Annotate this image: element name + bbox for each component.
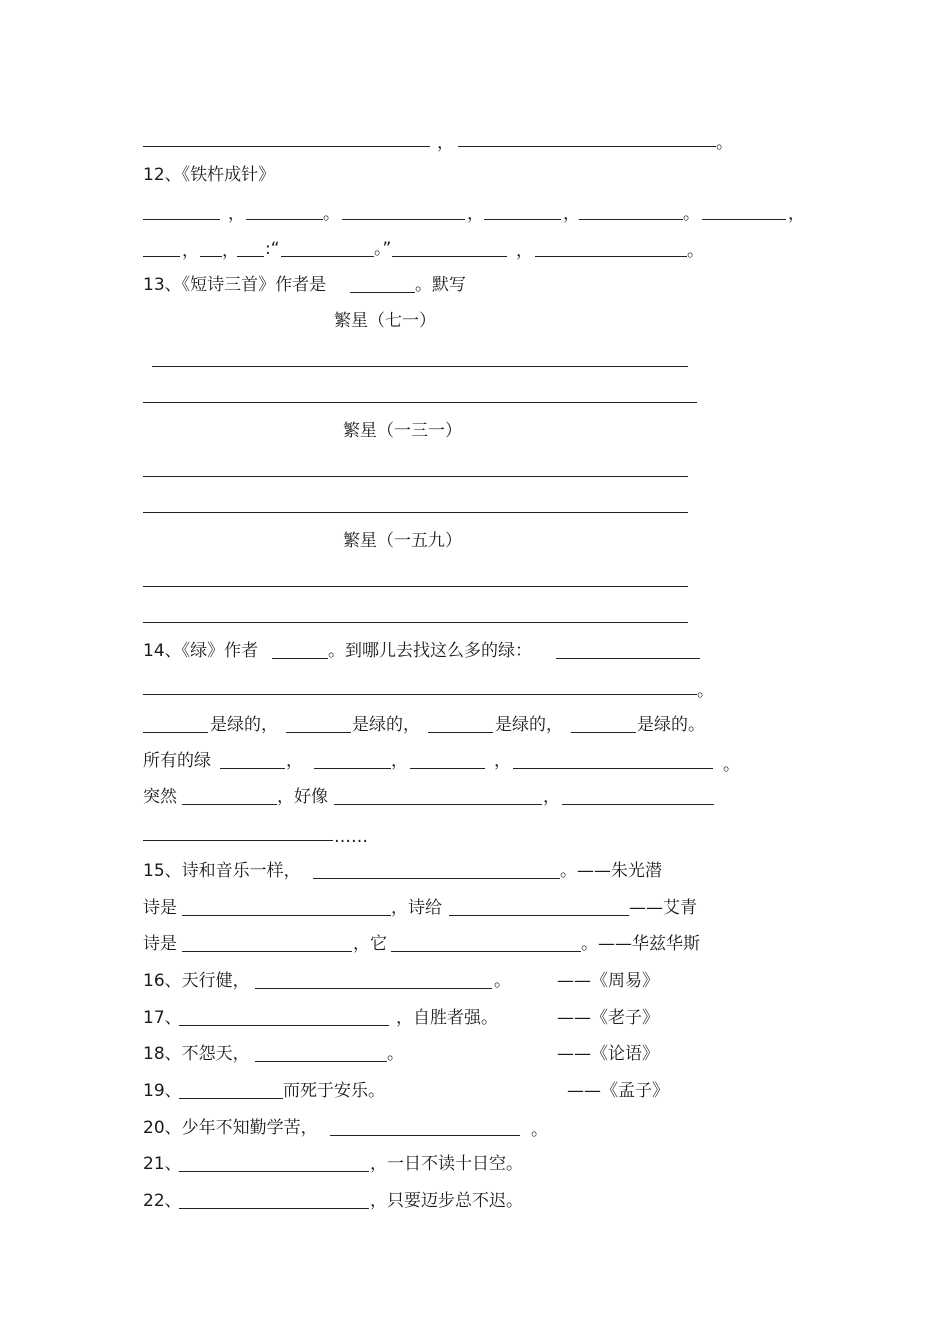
blank-line[interactable] bbox=[281, 256, 374, 257]
text: 诗是 bbox=[143, 934, 177, 954]
text: 是绿的， bbox=[210, 715, 278, 735]
quote-source: ——《孟子》 bbox=[567, 1081, 669, 1101]
blank-line[interactable] bbox=[255, 1061, 387, 1062]
question-20-prefix: 20、少年不知勤学苦， bbox=[143, 1118, 318, 1138]
quote-source: ——《周易》 bbox=[557, 971, 659, 991]
blank-line[interactable] bbox=[535, 256, 687, 257]
punctuation: ， bbox=[222, 241, 239, 261]
punctuation: 。 bbox=[723, 755, 740, 775]
blank-line[interactable] bbox=[179, 1025, 389, 1026]
ellipsis: …… bbox=[334, 827, 368, 847]
punctuation: ， bbox=[467, 204, 484, 224]
question-22-prefix: 22、 bbox=[143, 1191, 182, 1211]
question-13-suffix: 。默写 bbox=[415, 275, 466, 295]
blank-line[interactable] bbox=[143, 732, 208, 733]
blank-line[interactable] bbox=[571, 732, 636, 733]
punctuation: 。 bbox=[683, 204, 700, 224]
quote-source: ——艾青 bbox=[629, 898, 697, 918]
quote-source: ——《论语》 bbox=[557, 1044, 659, 1064]
blank-line[interactable] bbox=[410, 768, 485, 769]
punctuation: 。” bbox=[374, 239, 392, 259]
text: 是绿的。 bbox=[637, 715, 705, 735]
punctuation: 。 bbox=[687, 241, 704, 261]
blank-line[interactable] bbox=[143, 146, 430, 147]
blank-line[interactable] bbox=[392, 256, 507, 257]
quote-source: 。——华兹华斯 bbox=[581, 934, 700, 954]
text: ，只要迈步总不迟。 bbox=[370, 1191, 523, 1211]
question-18-prefix: 18、不怨天， bbox=[143, 1044, 250, 1064]
question-14-prefix: 14、《绿》作者 bbox=[143, 641, 259, 661]
blank-line[interactable] bbox=[182, 951, 352, 952]
text: 是绿的， bbox=[495, 715, 563, 735]
blank-line[interactable] bbox=[562, 804, 714, 805]
poem-title: 繁星（一五九） bbox=[343, 531, 462, 551]
text: 诗是 bbox=[143, 898, 177, 918]
question-16-prefix: 16、天行健， bbox=[143, 971, 250, 991]
blank-line[interactable] bbox=[255, 988, 492, 989]
punctuation: ， bbox=[228, 204, 245, 224]
blank-line[interactable] bbox=[428, 732, 493, 733]
text: ，好像 bbox=[277, 787, 328, 807]
blank-line[interactable] bbox=[143, 219, 220, 220]
text: ，自胜者强。 bbox=[396, 1008, 498, 1028]
blank-line[interactable] bbox=[143, 840, 333, 841]
punctuation: 。 bbox=[697, 681, 714, 701]
blank-line[interactable] bbox=[286, 732, 351, 733]
blank-line[interactable] bbox=[702, 219, 786, 220]
punctuation: 。 bbox=[323, 204, 340, 224]
text: ，它 bbox=[353, 934, 387, 954]
punctuation: ， bbox=[516, 241, 533, 261]
blank-line[interactable] bbox=[143, 402, 697, 403]
blank-line[interactable] bbox=[513, 768, 713, 769]
text: 突然 bbox=[143, 787, 177, 807]
question-19-prefix: 19、 bbox=[143, 1081, 182, 1101]
blank-line[interactable] bbox=[200, 256, 222, 257]
blank-line[interactable] bbox=[458, 146, 716, 147]
punctuation: ， bbox=[543, 787, 560, 807]
blank-line[interactable] bbox=[313, 878, 560, 879]
punctuation: 。 bbox=[387, 1044, 404, 1064]
blank-line[interactable] bbox=[246, 219, 323, 220]
blank-line[interactable] bbox=[182, 804, 277, 805]
blank-line[interactable] bbox=[237, 256, 264, 257]
text: 所有的绿 bbox=[143, 751, 211, 771]
blank-line[interactable] bbox=[342, 219, 465, 220]
text: 是绿的， bbox=[352, 715, 420, 735]
blank-line[interactable] bbox=[143, 586, 688, 587]
blank-line[interactable] bbox=[350, 292, 415, 293]
punctuation: ， bbox=[391, 751, 408, 771]
question-14-mid: 。到哪儿去找这么多的绿： bbox=[328, 641, 532, 661]
poem-title: 繁星（七一） bbox=[334, 311, 436, 331]
punctuation: ， bbox=[563, 204, 580, 224]
punctuation: ， bbox=[494, 751, 511, 771]
punctuation: 。 bbox=[494, 971, 511, 991]
blank-line[interactable] bbox=[182, 915, 391, 916]
poem-title: 繁星（一三一） bbox=[343, 421, 462, 441]
punctuation: ， bbox=[286, 751, 303, 771]
blank-line[interactable] bbox=[334, 804, 542, 805]
punctuation: :“ bbox=[265, 239, 280, 259]
blank-line[interactable] bbox=[314, 768, 391, 769]
blank-line[interactable] bbox=[143, 476, 688, 477]
question-21-prefix: 21、 bbox=[143, 1154, 182, 1174]
question-13-prefix: 13、《短诗三首》作者是 bbox=[143, 275, 327, 295]
quote-source: 。——朱光潜 bbox=[560, 861, 662, 881]
text: 而死于安乐。 bbox=[283, 1081, 385, 1101]
blank-line[interactable] bbox=[484, 219, 561, 220]
blank-line[interactable] bbox=[179, 1171, 369, 1172]
quote-source: ——《老子》 bbox=[557, 1008, 659, 1028]
text: ，一日不读十日空。 bbox=[370, 1154, 523, 1174]
punctuation: ， bbox=[437, 133, 454, 153]
punctuation: ， bbox=[182, 241, 199, 261]
blank-line[interactable] bbox=[272, 658, 328, 659]
punctuation: 。 bbox=[531, 1120, 548, 1140]
blank-line[interactable] bbox=[143, 622, 688, 623]
blank-line[interactable] bbox=[179, 1208, 369, 1209]
blank-line[interactable] bbox=[579, 219, 683, 220]
question-15-prefix: 15、诗和音乐一样， bbox=[143, 861, 301, 881]
blank-line[interactable] bbox=[143, 512, 688, 513]
blank-line[interactable] bbox=[179, 1098, 283, 1099]
blank-line[interactable] bbox=[143, 694, 697, 695]
blank-line[interactable] bbox=[330, 1135, 520, 1136]
blank-line[interactable] bbox=[556, 658, 700, 659]
blank-line[interactable] bbox=[220, 768, 285, 769]
blank-line[interactable] bbox=[391, 951, 581, 952]
punctuation: ， bbox=[788, 204, 805, 224]
blank-line[interactable] bbox=[152, 366, 688, 367]
blank-line[interactable] bbox=[449, 915, 629, 916]
question-17-prefix: 17、 bbox=[143, 1008, 182, 1028]
punctuation: 。 bbox=[716, 133, 733, 153]
blank-line[interactable] bbox=[143, 256, 180, 257]
question-12-title: 12、《铁杵成针》 bbox=[143, 165, 276, 185]
text: ，诗给 bbox=[391, 898, 442, 918]
